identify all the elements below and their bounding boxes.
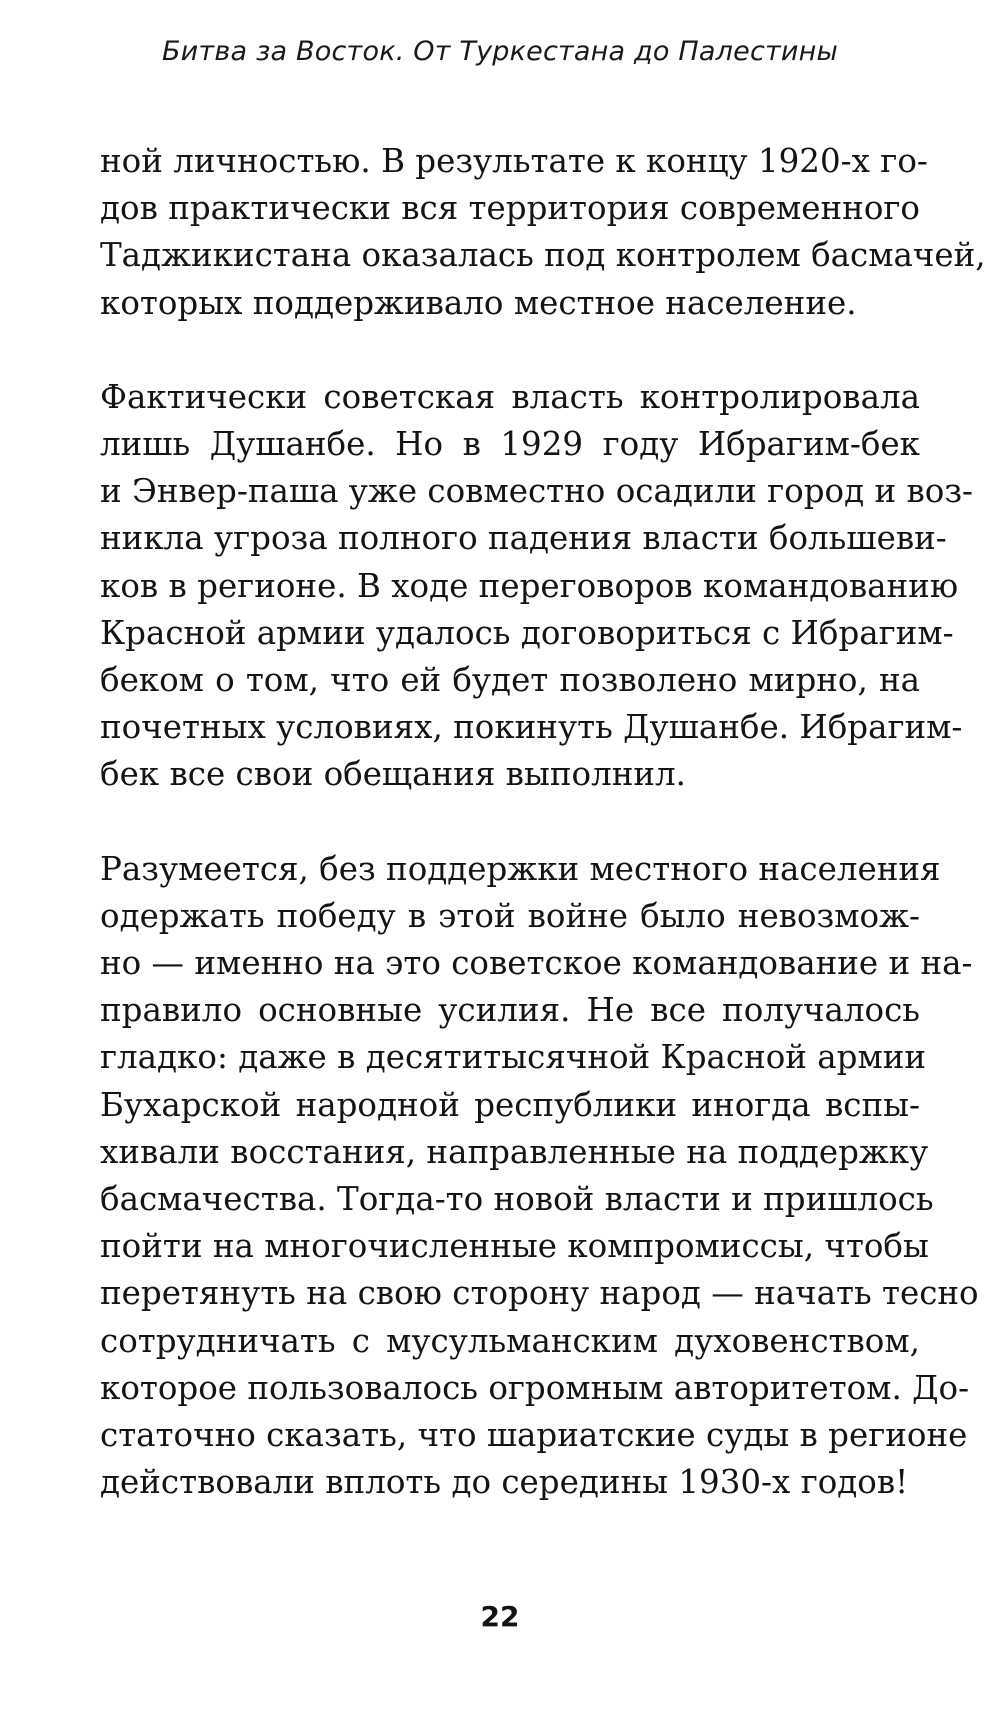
running-header: Битва за Восток. От Туркестана до Палестины: [161, 36, 839, 67]
paragraph-1: [100, 138, 986, 327]
text-line: которое пользовалось огромным авторитетом. До-: [100, 1368, 970, 1407]
text-line: Фактически советская власть контролировала: [100, 377, 920, 416]
text-line: дов практически вся территория современного: [100, 189, 920, 228]
text-line: бек все свои обещания выполнил.: [100, 755, 687, 794]
page-number: 22: [480, 1600, 520, 1633]
text-line: одержать победу в этой войне было невозмож-: [100, 896, 920, 935]
text-line: правило основные усилия. Не все получалось: [100, 991, 920, 1030]
paragraph-3: [100, 846, 979, 1507]
text-line: статочно сказать, что шариатские суды в регионе: [100, 1416, 968, 1455]
text-line: перетянуть на свою сторону народ — начать тесно: [100, 1274, 979, 1313]
text-line: действовали вплоть до середины 1930-х годов!: [100, 1463, 909, 1502]
text-line: ков в регионе. В ходе переговоров командованию: [100, 566, 959, 605]
text-line: которых поддерживало местное население.: [100, 283, 857, 322]
text-line: ной личностью. В результате к концу 1920-х го-: [100, 142, 928, 180]
text-line: сотрудничать с мусульманским духовенством,: [100, 1321, 920, 1360]
text-line: пойти на многочисленные компромиссы, чтобы: [100, 1227, 929, 1266]
paragraph-2: [100, 374, 974, 799]
body-text: [100, 138, 986, 1506]
text-line: Таджикистана оказалась под контролем басмачей,: [100, 236, 986, 275]
text-line: басмачества. Тогда-то новой власти и пришлось: [100, 1180, 934, 1219]
text-line: Разумеется, без поддержки местного населения: [100, 849, 941, 888]
text-line: лишь Душанбе. Но в 1929 году Ибрагим-бек: [100, 425, 920, 464]
text-line: хивали восстания, направленные на поддержку: [100, 1132, 929, 1171]
text-line: Красной армии удалось договориться с Ибрагим-: [100, 613, 954, 652]
text-line: почетных условиях, покинуть Душанбе. Ибрагим-: [100, 708, 963, 747]
text-line: беком о том, что ей будет позволено мирно, на: [100, 661, 920, 700]
text-line: Бухарской народной республики иногда вспы-: [100, 1085, 920, 1124]
text-line: гладко: даже в десятитысячной Красной армии: [100, 1038, 927, 1077]
text-line: никла угроза полного падения власти большеви-: [100, 519, 947, 558]
text-line: но — именно на это советское командование и на-: [100, 944, 973, 983]
text-line: и Энвер-паша уже совместно осадили город и воз-: [100, 472, 974, 511]
